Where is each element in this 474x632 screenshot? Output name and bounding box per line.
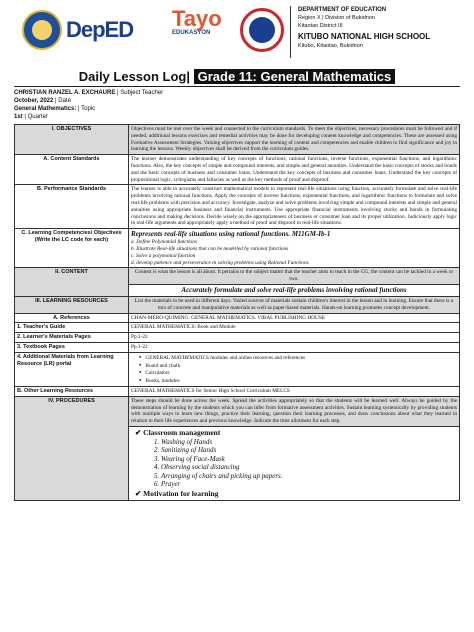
school-address: Kitubo, Kitaotao, Bukidnon bbox=[298, 43, 363, 49]
row-label: IV. PROCEDURES bbox=[15, 396, 129, 500]
check-icon: ✔ bbox=[135, 427, 142, 437]
table-row bbox=[15, 296, 460, 313]
motivation-heading bbox=[131, 489, 457, 499]
district-name: Kitaotao District III bbox=[298, 23, 343, 29]
row-value: These steps should be done across the week. Spread the activities appropriately so that the students will be learned well. Always be guided by the demonstration of learning by the students which you can infer from formative assessment activities. Sustain learning systemically by providing students with multiple ways to learn new things, practice their learning, question their learning processes, and draw conclusions about what they learned in relation to their life experiences and previous knowledge. Indicate the time allotment for each step. bbox=[129, 396, 460, 426]
page-title bbox=[14, 67, 460, 87]
quarter-line bbox=[14, 113, 460, 121]
table-row bbox=[15, 352, 460, 386]
row-label: III. LEARNING RESOURCES bbox=[15, 296, 129, 313]
letterhead bbox=[0, 0, 474, 64]
classroom-management-heading bbox=[131, 428, 457, 438]
row-label: II. CONTENT bbox=[15, 268, 129, 297]
row-value: The learner demonstrates understanding of key concepts of functions; rational functions, inverse functions, exponential functions, and logarithmic functions. Also, the key concepts of simple and compound interests, and simple and general annuities. Understand the basic concepts of stocks and bonds and the basic concepts of business and consumer loans. Understand the key concepts of business and consumer loans. Understand the key concepts of propositional logic, syllogisms and fallacies as well as the key methods of proof and disproof. bbox=[129, 155, 460, 185]
teacher-name: CHRISTIAN RANZEL A. EXCHAURE bbox=[14, 90, 116, 96]
row-label: B. Performance Standards bbox=[15, 185, 129, 229]
row-value: Pp.1-22 bbox=[129, 342, 460, 352]
title-grade: Grade 11: General Mathematics bbox=[194, 69, 396, 84]
row-value: Pp.1-22 bbox=[129, 333, 460, 343]
list-item: 4. Observing social distancing bbox=[161, 463, 457, 472]
row-label: A. References bbox=[15, 313, 129, 323]
motivation-label: Motivation for learning bbox=[143, 488, 219, 498]
tayo-logo bbox=[172, 8, 228, 54]
deped-logo-text: DepED bbox=[66, 17, 134, 42]
quarter-value: 1st bbox=[14, 114, 23, 120]
list-item: 1. Washing of Hands bbox=[161, 438, 457, 447]
classroom-management-label: Classroom management bbox=[143, 427, 221, 437]
list-item: 6. Prayer bbox=[161, 480, 457, 489]
table-row bbox=[15, 185, 460, 229]
list-item: 3. Wearing of Face-Mask bbox=[161, 455, 457, 464]
list-item: ● GENERAL MATHEMATICS modules and online resources and references bbox=[139, 354, 457, 362]
title-prefix: Daily Lesson Log| bbox=[78, 69, 190, 84]
table-row bbox=[15, 386, 460, 396]
competency-heading: Represents real-life situations using rational functions. M11GM-Ib-1 bbox=[131, 230, 331, 239]
table-row bbox=[15, 125, 460, 155]
table-row bbox=[15, 268, 460, 285]
school-name: KITUBO NATIONAL HIGH SCHOOL bbox=[298, 32, 431, 41]
department-name: DEPARTMENT OF EDUCATION bbox=[298, 7, 387, 13]
list-item: a. Define Polynomial functions bbox=[131, 239, 197, 246]
deped-logo bbox=[66, 17, 133, 43]
list-item: 2. Sanitizing of Hands bbox=[161, 446, 457, 455]
header-divider bbox=[290, 6, 291, 58]
table-row bbox=[15, 323, 460, 333]
region-division: Region X | Division of Bukidnon bbox=[298, 15, 375, 21]
lesson-meta bbox=[14, 89, 460, 121]
row-label: 4. Additional Materials from Learning Resource (LR) portal bbox=[15, 352, 129, 386]
list-item: 5. Arranging of chairs and picking up papers. bbox=[161, 472, 457, 481]
table-row bbox=[15, 333, 460, 343]
division-seal-icon bbox=[240, 8, 284, 52]
table-row bbox=[15, 313, 460, 323]
row-value: The learner is able to accurately construct mathematical models to represent real-life situations using function, accurately formulate and solve real-life problems involving rational functions. Apply the concepts of inverse functions, exponential functions, and logarithmic functions to formulate and solve real-life problems with precision and accuracy. Investigate, analyze and solve problems involving simple and compound interests and simple and general annuities using appropriate business and financial instruments. Use appropriate financial instruments involving stocks and bonds in formulating conclusions and making decisions. Decide wisely on the appropriateness of business or consumer loan and its proper utilization. Judiciously apply logic in real-life arguments and appropriately apply a method of proof and disproof in real-life situations. bbox=[129, 185, 460, 229]
row-label: 3. Textbook Pages bbox=[15, 342, 129, 352]
office-block bbox=[298, 6, 468, 50]
content-topic: Accurately formulate and solve real-life problems involving rational functions bbox=[129, 284, 460, 296]
list-item: c. Solve a polynomial function bbox=[131, 252, 196, 259]
list-item: b. Illustrate Real-life situations that can be modelled by rational functions bbox=[131, 245, 289, 252]
table-row bbox=[15, 342, 460, 352]
list-item: ● Calculators bbox=[139, 369, 457, 377]
list-item: ● Board and chalk bbox=[139, 362, 457, 370]
lr-portal-list bbox=[131, 354, 457, 385]
row-value: Objectives must be met over the week and connected to the curriculum standards. To meet the objectives, necessary procedures must be followed and if needed, additional lessons exercises and remedial activities may be done for developing content knowledge and competencies. These are assessed using Formative Assessment Strategies. Valuing objectives support the learning of content and competencies and enable children to find significance and joy in learning the lessons. Weekly objectives shall be derived from the curriculum guides. bbox=[129, 125, 460, 155]
deped-seal-icon bbox=[22, 10, 62, 50]
row-value bbox=[129, 352, 460, 386]
row-value: GENERAL MATHEMATICS: Book and Module bbox=[129, 323, 460, 333]
row-label: I. OBJECTIVES bbox=[15, 125, 129, 155]
table-row bbox=[15, 155, 460, 185]
topic-line bbox=[14, 105, 460, 113]
teacher-line bbox=[14, 89, 460, 97]
classroom-steps-list bbox=[131, 438, 457, 489]
tayo-logo-subtext: EDUKASYON bbox=[172, 30, 211, 36]
table-row bbox=[15, 229, 460, 268]
procedures-steps bbox=[129, 426, 460, 500]
date-value: October, 2022 bbox=[14, 98, 54, 104]
tayo-logo-text: Tayo bbox=[172, 6, 222, 31]
table-row bbox=[15, 396, 460, 426]
quarter-label: | Quarter bbox=[22, 114, 48, 120]
check-icon: ✔ bbox=[135, 488, 142, 498]
row-value: List the materials to be used in different days. Varied sources of materials sustain children's interest in the lesson and in learning. Ensure that there is a mix of concrete and manipulative materials as well as paper-based materials. Hands-on learning promotes concept development. bbox=[129, 296, 460, 313]
row-label: 1. Teacher's Guide bbox=[15, 323, 129, 333]
row-value: Content is what the lesson is all about. It pertains to the subject matter that the teacher aims to teach in the CG, the content can be tackled in a week or two. bbox=[129, 268, 460, 285]
list-item: d. develop patience and perseverance in solving problems using Rational Functions bbox=[131, 259, 309, 266]
lesson-log-table bbox=[14, 124, 460, 501]
row-value: CHAN-MERO-QUIMING: GENERAL MATHEMATICS. VIBAL PUBLISHING HOUSE bbox=[129, 313, 460, 323]
date-label: | Date bbox=[55, 98, 71, 104]
row-label: 2. Learner's Materials Pages bbox=[15, 333, 129, 343]
row-label: C. Learning Competencies/ Objectives (Write the LC code for each) bbox=[15, 229, 129, 268]
row-label: B. Other Learning Resources bbox=[15, 386, 129, 396]
subject-value: General Mathematics: bbox=[14, 106, 77, 112]
date-line bbox=[14, 97, 460, 105]
row-value bbox=[129, 229, 460, 268]
list-item: ● Books, modules bbox=[139, 377, 457, 385]
row-label: A. Content Standards bbox=[15, 155, 129, 185]
topic-label: | Topic bbox=[76, 106, 96, 112]
row-value: GENERAL MATHEMATICS for Senior High School Curriculum MELCS bbox=[129, 386, 460, 396]
teacher-role: | Subject Teacher bbox=[115, 90, 164, 96]
